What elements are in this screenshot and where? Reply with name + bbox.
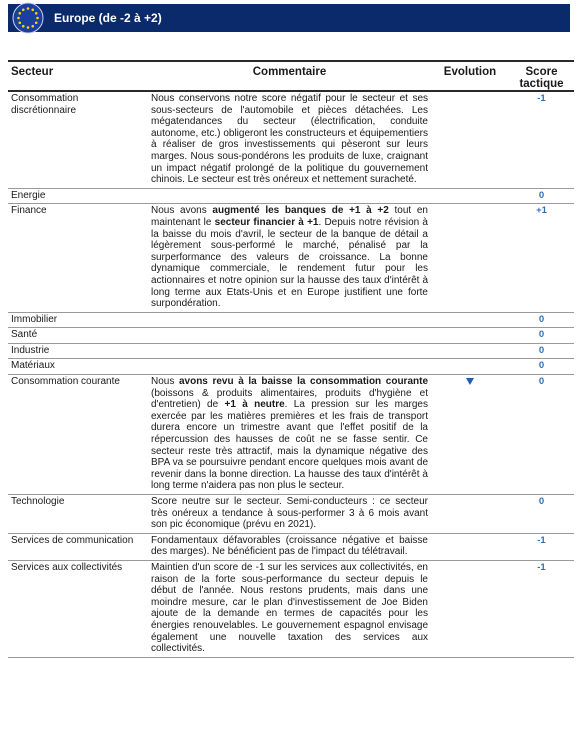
- table-row: [8, 533, 574, 560]
- column-header-commentaire: Commentaire: [148, 61, 431, 91]
- comment-text: (boissons & produits alimentaires, produits d'hygiène et d'entretien) de: [151, 387, 428, 411]
- comment-text: Nous: [151, 376, 179, 388]
- sector-comment: [148, 204, 431, 312]
- tactical-score: 0: [509, 343, 574, 359]
- table-row: [8, 343, 574, 359]
- sector-evolution: [431, 495, 509, 534]
- sector-comment: [148, 91, 431, 188]
- column-header-score: Score tactique: [509, 61, 574, 91]
- tactical-score: -1: [509, 533, 574, 560]
- comment-text: Score neutre sur le secteur. Semi-conducteurs : ce secteur très onéreux a tendance à sous-performer 3 à 6 mois avant son pic économique (prévu en 2021).: [151, 496, 428, 531]
- sector-name: Services de communication: [8, 533, 148, 560]
- sector-name: Consommation discrétionnaire: [8, 91, 148, 188]
- table-row: [8, 312, 574, 328]
- table-row: [8, 91, 574, 188]
- tactical-score: 0: [509, 495, 574, 534]
- tactical-score: 0: [509, 328, 574, 344]
- sector-evolution: [431, 359, 509, 375]
- tactical-score: 0: [509, 312, 574, 328]
- sector-name: Immobilier: [8, 312, 148, 328]
- sector-name: Energie: [8, 188, 148, 204]
- comment-emphasis: avons revu à la baisse la consommation courante: [178, 376, 429, 388]
- sector-comment: [148, 188, 431, 204]
- sector-table: [8, 60, 574, 658]
- sector-comment: [148, 495, 431, 534]
- sector-evolution: [431, 91, 509, 188]
- comment-emphasis: augmenté les banques de +1 à +2: [212, 205, 389, 217]
- tactical-score: -1: [509, 91, 574, 188]
- sector-name: Finance: [8, 204, 148, 312]
- table-row: [8, 328, 574, 344]
- down-triangle-icon: [466, 378, 474, 385]
- sector-evolution: [431, 328, 509, 344]
- table-row: [8, 188, 574, 204]
- comment-text: Maintien d'un score de -1 sur les services aux collectivités, en raison de la forte sous-performance du secteur depuis le début de l'année. Nous restons prudents, mais dans une moindre mesure, car le plan d'investissement de Joe Biden ajoute de la demande en termes de capacités pour les énergies renouvelables. Le gouvernement espagnol envisage également une nouvelle taxation des services aux collectivités.: [151, 561, 428, 655]
- section-header: [8, 4, 570, 32]
- table-row: [8, 204, 574, 312]
- table-row: [8, 495, 574, 534]
- sector-comment: [148, 312, 431, 328]
- sector-comment: [148, 359, 431, 375]
- comment-text: Nous avons: [151, 205, 213, 217]
- tactical-score: 0: [509, 188, 574, 204]
- sector-name: Technologie: [8, 495, 148, 534]
- sector-name: Santé: [8, 328, 148, 344]
- section-title: Europe (de -2 à +2): [54, 11, 162, 25]
- eu-flag-icon: [12, 2, 44, 32]
- table-row: [8, 560, 574, 657]
- sector-evolution: [431, 188, 509, 204]
- sector-evolution: [431, 312, 509, 328]
- sector-evolution: [431, 560, 509, 657]
- tactical-score: +1: [509, 204, 574, 312]
- table-header-row: [8, 61, 574, 91]
- sector-evolution: [431, 204, 509, 312]
- sector-evolution: [431, 343, 509, 359]
- sector-comment: [148, 343, 431, 359]
- comment-text: Fondamentaux défavorables (croissance négative et baisse des marges). Ne bénéficient pas de l'impact du télétravail.: [151, 534, 428, 558]
- tactical-score: 0: [509, 359, 574, 375]
- tactical-score: -1: [509, 560, 574, 657]
- comment-text: tout en maintenant le: [151, 205, 428, 228]
- column-header-evolution: Evolution: [431, 61, 509, 91]
- sector-comment: [148, 533, 431, 560]
- sector-name: Consommation courante: [8, 375, 148, 495]
- sector-name: Services aux collectivités: [8, 560, 148, 657]
- table-row: [8, 359, 574, 375]
- column-header-secteur: Secteur: [8, 61, 148, 91]
- sector-name: Industrie: [8, 343, 148, 359]
- sector-evolution: [431, 533, 509, 560]
- sector-comment: [148, 328, 431, 344]
- table-body: [8, 91, 574, 657]
- sector-evolution: [431, 375, 509, 495]
- comment-text: . La pression sur les marges exercée par les matières premières et les frais de transport durera encore un trimestre avant que l'effet positif de la répercussion des hausses de coût ne se fasse sentir. Ce secteur reste très attractif, mais la dynamique négative des BPA va se poursuivre pendant encore quelques mois avant de revenir dans la bonne direction. La hausse des taux d'intérêt à long terme n'aidera pas non plus le secteur.: [151, 399, 428, 492]
- table-row: [8, 375, 574, 495]
- comment-text: Nous conservons notre score négatif pour le secteur et ses sous-secteurs de l'automobile et pièces détachées. Les mégatendances du secteur (électrification, conduite autonome, etc.) obligeront les constructeurs et équipementiers à réaliser de gros investissements qui pèseront sur leurs marges. Nous sous-pondérons les produits de luxe, craignant un impact négatif prolongé de la politique du gouvernement chinois. Le secteur est très onéreux et nettement suracheté.: [151, 93, 428, 186]
- sector-comment: [148, 560, 431, 657]
- comment-emphasis: secteur financier à +1: [214, 216, 319, 228]
- tactical-score: 0: [509, 375, 574, 495]
- sector-comment: [148, 375, 431, 495]
- comment-text: . Depuis notre révision à la baisse du mois d'avril, le secteur de la banque de détail a légèrement sous-performé le marché, pénalisé par la surperformance des valeurs de croissance. La bonne dynamique commerciale, le rendement futur pour les actionnaires et notre opinion sur la hausse des taux d'intérêt à long terme aux Etats-Unis et en Europe justifient une forte surpondération.: [151, 216, 428, 310]
- sector-name: Matériaux: [8, 359, 148, 375]
- comment-emphasis: +1 à neutre: [224, 399, 285, 411]
